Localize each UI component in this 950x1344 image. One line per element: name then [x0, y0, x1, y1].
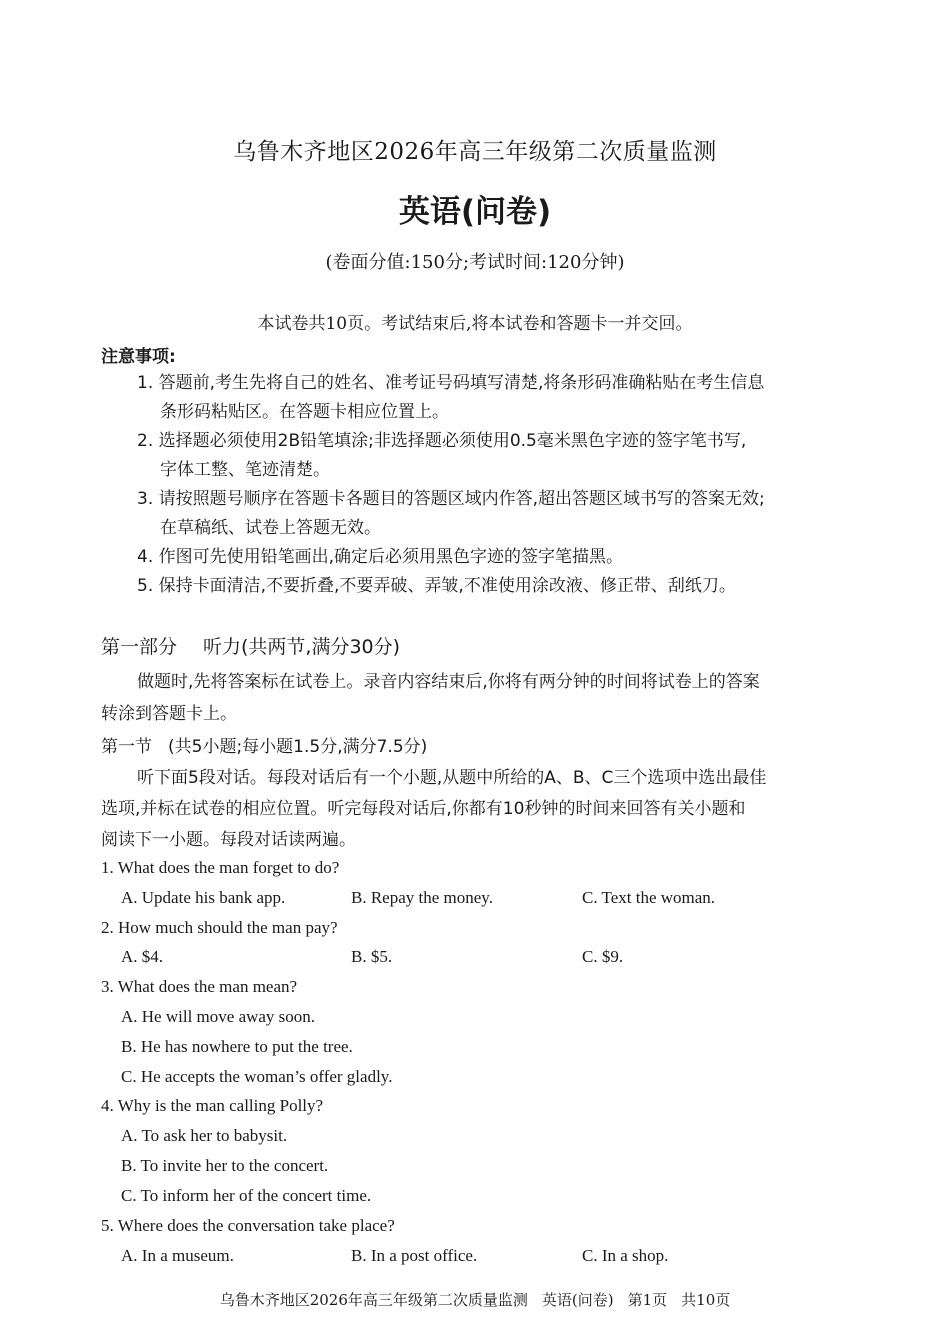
notice-title: 注意事项:	[101, 347, 176, 367]
footer-total: 共10页	[681, 1291, 731, 1309]
notice-item-4: 4. 作图可先使用铅笔画出,确定后必须用黑色字迹的签字笔描黑。	[137, 547, 624, 567]
exam-title: 乌鲁木齐地区2026年高三年级第二次质量监测	[233, 139, 717, 165]
notice-item-5: 5. 保持卡面清洁,不要折叠,不要弄破、弄皱,不准使用涂改液、修正带、刮纸刀。	[137, 576, 736, 596]
question-4-option-c: C. To inform her of the concert time.	[121, 1186, 372, 1205]
question-2-option-a: A. $4.	[121, 947, 164, 966]
part1-instruction-1: 做题时,先将答案标在试卷上。录音内容结束后,你将有两分钟的时间将试卷上的答案	[137, 672, 760, 692]
section1-instruction-1: 听下面5段对话。每段对话后有一个小题,从题中所给的A、B、C三个选项中选出最佳	[137, 768, 767, 788]
question-1-option-b: B. Repay the money.	[351, 888, 493, 907]
question-1: 1. What does the man forget to do?	[101, 858, 340, 877]
question-5-option-a: A. In a museum.	[121, 1246, 234, 1265]
part1-instruction-2: 转涂到答题卡上。	[101, 704, 237, 724]
question-4-option-b: B. To invite her to the concert.	[121, 1156, 329, 1175]
page-footer	[0, 1289, 950, 1310]
notice-item-2-cont: 字体工整、笔迹清楚。	[160, 460, 330, 480]
question-3: 3. What does the man mean?	[101, 977, 298, 996]
intro-line: 本试卷共10页。考试结束后,将本试卷和答题卡一并交回。	[257, 314, 693, 334]
question-4: 4. Why is the man calling Polly?	[101, 1096, 324, 1115]
question-5: 5. Where does the conversation take place?	[101, 1216, 395, 1235]
question-3-option-b: B. He has nowhere to put the tree.	[121, 1037, 353, 1056]
section1-instruction-2: 选项,并标在试卷的相应位置。听完每段对话后,你都有10秒钟的时间来回答有关小题和	[101, 799, 746, 819]
question-1-option-a: A. Update his bank app.	[121, 888, 286, 907]
question-2-option-c: C. $9.	[582, 947, 624, 966]
notice-item-1-cont: 条形码粘贴区。在答题卡相应位置上。	[160, 402, 449, 422]
question-3-option-c: C. He accepts the woman’s offer gladly.	[121, 1067, 393, 1086]
question-5-option-c: C. In a shop.	[582, 1246, 669, 1265]
notice-item-3-cont: 在草稿纸、试卷上答题无效。	[160, 518, 381, 538]
question-1-option-c: C. Text the woman.	[582, 888, 716, 907]
notice-item-2: 2. 选择题必须使用2B铅笔填涂;非选择题必须使用0.5毫米黑色字迹的签字笔书写,	[137, 431, 747, 451]
section1-instruction-3: 阅读下一小题。每段对话读两遍。	[101, 830, 356, 850]
notice-item-3: 3. 请按照题号顺序在答题卡各题目的答题区域内作答,超出答题区域书写的答案无效;	[137, 489, 765, 509]
section1-label: 第一节	[101, 737, 152, 757]
footer-page: 第1页	[627, 1291, 668, 1309]
question-2-option-b: B. $5.	[351, 947, 393, 966]
footer-subject: 英语(问卷)	[541, 1291, 614, 1309]
footer-exam: 乌鲁木齐地区2026年高三年级第二次质量监测	[219, 1291, 528, 1309]
notice-item-1: 1. 答题前,考生先将自己的姓名、准考证号码填写清楚,将条形码准确粘贴在考生信息	[137, 373, 765, 393]
question-2: 2. How much should the man pay?	[101, 918, 338, 937]
question-3-option-a: A. He will move away soon.	[121, 1007, 316, 1026]
section1-title: (共5小题;每小题1.5分,满分7.5分)	[168, 737, 428, 757]
question-4-option-a: A. To ask her to babysit.	[121, 1126, 288, 1145]
part1-heading	[101, 632, 400, 659]
part1-label: 第一部分	[101, 636, 178, 658]
exam-subtitle: 英语(问卷)	[398, 194, 552, 230]
question-5-option-b: B. In a post office.	[351, 1246, 478, 1265]
part1-title: 听力(共两节,满分30分)	[203, 636, 401, 658]
section1-heading	[101, 732, 427, 757]
score-info: (卷面分值:150分;考试时间:120分钟)	[325, 252, 625, 273]
